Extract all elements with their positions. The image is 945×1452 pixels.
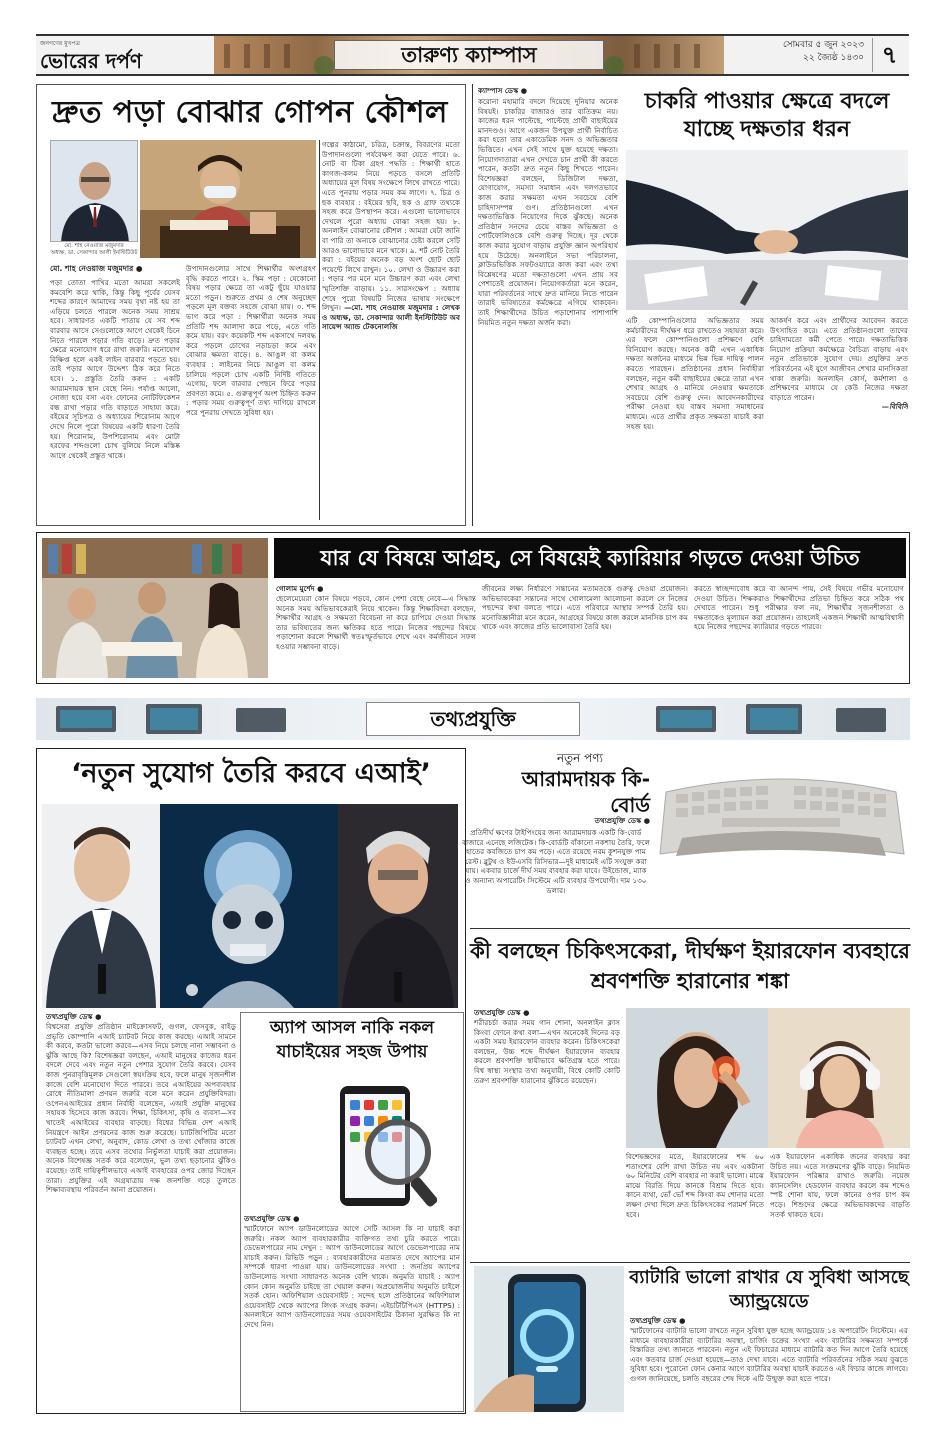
article-earphone-col-1: শরীরচর্চা করার সময় গান শোনা, অনলাইন ক্লাস কিংবা ফোনে কথা বলা—এখন অনেকেই দিনের বড় একটা সময় ইয়ারফোন ব্যবহার করেন। চিকিৎসকেরা বলছেন, উচ্চ শব্দে দীর্ঘক্ষণ ইয়ারফোন ব্যবহার করলে শ্রবণশক্তি স্থায়ীভাবে ক্ষতিগ্রস্ত হতে পারে। বিশ্ব স্বাস্থ্য সংস্থার তথ্য অনুযায়ী, বিশ্বে কোটি কোটি তরুণ শ্রবণশক্তি হারানোর ঝুঁকিতে রয়েছেন। <box>474 1018 620 1085</box>
article-career-interest-title[interactable]: যার যে বিষয়ে আগ্রহ, সে বিষয়েই ক্যারিয়ার গড়তে দেওয়া উচিত <box>320 546 860 570</box>
article-earphone-col-2: বিশেষজ্ঞদের মতে, ইয়ারফোনের শব্দ ৬০ শতাংশের বেশি রাখা উচিত নয় এবং একটানা ৬০ মিনিটের বেশি ব্যবহার না করাই ভালো। মাঝে মাঝে বিরতি দিয়ে কানকে বিশ্রাম দিতে হবে। কানে ব্যথা, ভোঁ ভোঁ শব্দ কিংবা কম শোনার মতো লক্ষণ দেখা দিলে দ্রুত চিকিৎসকের পরামর্শ নিতে হবে। <box>626 1152 764 1219</box>
section-rule <box>470 1262 910 1263</box>
article-earphone-col-3: এক ইয়ারফোন একাধিক জনের ব্যবহার করা উচিত নয়। এতে সংক্রমণের ঝুঁকি বাড়ে। নিয়মিত ইয়ারফোন পরিষ্কার রাখাও জরুরি। নয়েজ ক্যানসেলিং হেডফোন ব্যবহার করলে কম শব্দেও স্পষ্ট শোনা যায়, ফলে কানের ওপর চাপ কম পড়ে। শিশুদের ক্ষেত্রে অভিভাবকদের বাড়তি সতর্ক থাকতে হবে। <box>770 1152 910 1219</box>
date-line-2: ২২ জ্যৈষ্ঠ ১৪৩০ <box>803 53 864 63</box>
column-rule <box>319 140 320 520</box>
ai-collage-photo <box>42 804 458 1008</box>
date-line-1: সোমবার ৫ জুন ২০২৩ <box>782 40 864 50</box>
masthead-building-photo <box>214 36 724 74</box>
article-fake-app-title[interactable]: অ্যাপ আসল নাকি নকল যাচাইয়ের সহজ উপায় <box>269 1018 435 1062</box>
android-phone-photo <box>474 1266 624 1412</box>
article-keyboard-body: প্রতিদীর্ঘ ক্ষণের টাইপিংয়ের জন্য আরামদায়ক একটি কি-বোর্ড বাজারে এনেছে লজিটেক। কি-বোর্ডটি বাঁকানো নকশায় তৈরি, ফলে হাতের কবজিতে চাপ কম পড়ে। এতে রয়েছে নরম কুশনযুক্ত পাম রেস্ট। ব্লুটুথ ও ইউএসবি রিসিভার—দুই মাধ্যমেই এটি সংযুক্ত করা যায়। একবার চার্জে দীর্ঘ সময় ব্যবহার করা যাবে। উইন্ডোজ, ম্যাক ও অন্যান্য অপারেটিং সিস্টেমে এটি ব্যবহার উপযোগী। দাম ১৩০ ডলার। <box>462 828 650 895</box>
article-speed-reading-title[interactable]: দ্রুত পড়া বোঝার গোপন কৌশল <box>52 95 448 130</box>
section-rule <box>470 928 910 929</box>
article-earphone-kicker: তথ্যপ্রযুক্তি ডেস্ক ● <box>474 1008 530 1017</box>
article-ai-title[interactable]: ‘নতুন সুযোগ তৈরি করবে এআই’ <box>71 758 431 789</box>
article-fake-app-body: স্মার্টফোনে অ্যাপ ডাউনলোডের আগে সেটি আসল কি না যাচাই করা জরুরি। নকল অ্যাপ ব্যবহারকারীর ব্যক্তিগত তথ্য চুরি করতে পারে। ডেভেলপারের নাম দেখুন : অ্যাপ ডাউনলোডের আগে ডেভেলপারের নাম যাচাই করুন। রিভিউ পড়ুন : ব্যবহারকারীদের মতামত দেখে অ্যাপের মান সম্পর্কে ধারণা পাওয়া যায়। ডাউনলোডের সংখ্যা : জনপ্রিয় অ্যাপের ডাউনলোড সংখ্যা সাধারণত অনেক বেশি থাকে। অনুমতি যাচাই : অ্যাপ কোন কোন অনুমতি চাইছে তা খেয়াল করুন। অপ্রয়োজনীয় অনুমতি চাইলে সতর্ক হোন। অফিশিয়াল ওয়েবসাইট : সন্দেহ হলে প্রতিষ্ঠানের অফিশিয়াল ওয়েবসাইট থেকে অ্যাপের লিংক সংগ্রহ করুন। এইচটিটিপিএস (HTTPS) : অনলাইনে অ্যাপ ডাউনলোডের সময় ওয়েবসাইটের ঠিকানা সুরক্ষিত কি না দেখে নিন। <box>244 1224 460 1329</box>
article-career-interest-col-1: ছেলেমেয়েরা কোন বিষয়ে পড়বে, কোন পেশা বেছে নেবে—এ সিদ্ধান্ত অনেক সময় অভিভাবকেরাই নিয়ে থাকেন। কিন্তু শিক্ষাবিদরা বলছেন, শিক্ষার্থীর আগ্রহ ও সক্ষমতা বিবেচনা না করে চাপিয়ে দেওয়া সিদ্ধান্ত তার ভবিষ্যতের জন্য ক্ষতিকর হতে পারে। নিজের পছন্দের বিষয়ে পড়াশোনা করলে শিক্ষার্থী স্বতঃস্ফূর্তভাবে শেখে এবং কর্মজীবনে সফল হওয়ার সম্ভাবনা বাড়ে। <box>276 594 476 651</box>
article-job-skills-title[interactable]: চাকরি পাওয়ার ক্ষেত্রে বদলে যাচ্ছে দক্ষতার ধরন <box>644 89 890 142</box>
article-career-interest-col-3: করতে স্বাচ্ছন্দ্যবোধ করে বা আনন্দ পায়, সেই বিষয়ে গভীর মনোযোগ দেওয়া উচিত। শিক্ষকরাও শিক্ষার্থীদের প্রতিভা চিহ্নিত করে সঠিক পথ দেখাতে পারেন। শুধু পরীক্ষার ফল নয়, শিক্ষার্থীর সৃজনশীলতা ও দক্ষতাকেও মূল্যায়ন করা প্রয়োজন। তাহলেই একজন শিক্ষার্থী আত্মবিশ্বাসী হয়ে নিজের পছন্দের ক্যারিয়ার গড়তে পারবে। <box>694 584 904 632</box>
masthead <box>36 34 909 76</box>
tech-section-title: তথ্যপ্রযুক্তি <box>430 707 516 731</box>
article-job-skills-col-3: আকর্ষণ করে এবং প্রার্থীদের আবেদন করতে উৎসাহিত করে। এতে প্রতিষ্ঠানগুলো তাদের চাহিদামতো কর্মী পেতে পারে। দক্ষতাভিত্তিক নিয়োগ প্রক্রিয়া কর্মক্ষেত্রে বৈচিত্র্য বাড়ায় এবং নতুন প্রতিভাকে সুযোগ দেয়। প্রযুক্তির দ্রুত পরিবর্তনের এই যুগে আজীবন শেখার মানসিকতা থাকা জরুরি। অনলাইন কোর্স, কর্মশালা ও প্রশিক্ষণের মাধ্যমে যে কেউ নিজের দক্ষতা বাড়াতে পারেন। —বিবিসি <box>770 316 908 412</box>
phone-magnifier-photo <box>300 1080 460 1210</box>
date-block <box>734 39 864 73</box>
handshake-photo <box>626 150 908 310</box>
article-keyboard-sub: তথ্যপ্রযুক্তি ডেস্ক ● <box>594 816 650 825</box>
article-ai-kicker: তথ্যপ্রযুক্তি ডেস্ক ● <box>46 1012 102 1021</box>
article-job-skills-col-1: করোনা মহামারি বদলে দিয়েছে দুনিয়ার অনেক বিষয়ই। চাকরির বাজারও তার ব্যতিক্রম নয়। কাজের ধরন পাল্টেছে, পাল্টেছে প্রার্থী বাছাইয়ের মানদণ্ডও। আগে একজন উপযুক্ত প্রার্থী নির্বাচিত করা হতো তার একাডেমিক সনদ ও অভিজ্ঞতার ভিত্তিতে। এখন সেই সাথে যুক্ত হয়েছে দক্ষতা। নিয়োগদাতারা এখন দেখতে চান প্রার্থী কী করতে পারেন, কতটা দ্রুত নতুন কিছু শিখতে পারেন। বিশেষজ্ঞরা বলছেন, ডিজিটাল দক্ষতা, যোগাযোগ, সমস্যা সমাধান এবং দলগতভাবে কাজ করার সক্ষমতা এখন সবচেয়ে বেশি চাহিদাসম্পন্ন গুণ। প্রতিষ্ঠানগুলো এখন দক্ষতাভিত্তিক নিয়োগের দিকে ঝুঁকছে। অনেক প্রতিষ্ঠান সনদের চেয়ে বাস্তব অভিজ্ঞতা ও পোর্টফোলিওকে বেশি গুরুত্ব দিচ্ছে। দূর থেকে কাজ করার সুযোগ বাড়ায় প্রযুক্তি জ্ঞান অপরিহার্য হয়ে উঠেছে। অনলাইনে সভা পরিচালনা, ক্লাউডভিত্তিক সফটওয়্যারে কাজ করা এবং তথ্য বিশ্লেষণের মতো দক্ষতাগুলো এখন প্রায় সব পেশাতেই প্রয়োজন। নিয়োগকর্তারা মনে করেন, যারা পরিবর্তনের সাথে দ্রুত মানিয়ে নিতে পারেন তারাই ভবিষ্যতের কর্মক্ষেত্রে এগিয়ে থাকবেন। তাই শিক্ষার্থীদের উচিত পড়াশোনার পাশাপাশি নিয়মিত নতুন দক্ষতা অর্জন করা। <box>478 97 618 327</box>
tech-section-banner <box>36 698 910 740</box>
author-portrait <box>50 140 138 242</box>
article-fake-app-kicker: তথ্যপ্রযুক্তি ডেস্ক ● <box>244 1214 300 1223</box>
brand-tagline: জনগণের মুখপত্র <box>40 40 80 47</box>
page-number: ৭ <box>872 38 906 72</box>
article-job-skills-col-2: এটি কোম্পানিগুলোর অভিজ্ঞতার সময় কর্মচারীদের দীর্ঘক্ষণ ধরে রাখতেও সহায়তা করে। এর ফলে কোম্পানিগুলো প্রশিক্ষণে বেশি বিনিয়োগ করছে। অনেক কর্মী এখন একাধিক দক্ষতা অর্জনের মাধ্যমে ভিন্ন ভিন্ন দায়িত্ব পালন করতে পারছেন। প্রতিষ্ঠানের প্রধান নির্বাহীরা বলছেন, নতুন কর্মী বাছাইয়ের ক্ষেত্রে তারা এখন শেখার আগ্রহ ও মানিয়ে নেওয়ার ক্ষমতাকে সবচেয়ে বেশি গুরুত্ব দেন। আবেদনকারীদের পরীক্ষা নেওয়া হয় বাস্তব সমস্যা সমাধানের মাধ্যমে। এতে প্রার্থীর প্রকৃত সক্ষমতা যাচাই করা সহজ হয়। <box>626 316 764 431</box>
keyboard-photo <box>652 752 910 874</box>
article-keyboard-title[interactable]: আরামদায়ক কি-বোর্ড <box>521 767 650 817</box>
article-speed-reading-col-2: উপাদানগুলোর সাথে শিক্ষার্থীর অংশগ্রহণ বৃদ্ধি করতে পারে। ২. স্কিম পড়া : যেকোনো বিষয় পড়ার ক্ষেত্রে তা একটু ছুঁয়ে যাওয়ার মতো পড়ুন। শুরুতে প্রথম ও শেষ অনুচ্ছেদ পড়লে মূল বক্তব্য সহজে বোঝা যায়। ৩. শব্দ ভাগ করে পড়া : শিক্ষার্থীরা অনেক সময় প্রতিটি শব্দ আলাদা করে পড়ে, এতে গতি কমে যায়। বরং কয়েকটি শব্দ একসাথে দলবদ্ধ করে পড়লে চোখের নড়াচড়া কমে এবং বোঝার ক্ষমতা বাড়ে। ৪. আঙুল বা কলম ব্যবহার : লাইনের নিচে আঙুল বা কলম চালিয়ে পড়লে চোখ একটি নির্দিষ্ট গতিতে এগোয়, ফলে বারবার পেছনে ফিরে পড়ার প্রবণতা কমে। ৫. গুরুত্বপূর্ণ অংশ চিহ্নিত করুন : পড়ার সময় গুরুত্বপূর্ণ তথ্য দাগিয়ে রাখলে পরে পুনরায় দেখতে সুবিধা হয়। <box>186 264 316 417</box>
article-android-battery-kicker: তথ্যপ্রযুক্তি ডেস্ক ● <box>630 1316 686 1325</box>
article-earphone-title[interactable]: কী বলছেন চিকিৎসকেরা, দীর্ঘক্ষণ ইয়ারফোন ব্যবহারে শ্রবণশক্তি হারানোর শঙ্কা <box>470 939 910 993</box>
article-job-skills-kicker: ক্যাম্পাস ডেস্ক ● <box>478 86 528 95</box>
article-android-battery-title[interactable]: ব্যাটারি ভালো রাখার যে সুবিধা আসছে অ্যান্ড্রয়েডে <box>629 1267 909 1312</box>
students-photo <box>42 538 268 678</box>
article-ai-body: বিশ্বসেরা প্রযুক্তি প্রতিষ্ঠান মাইক্রোসফট, গুগল, ফেসবুক, বাইডু প্রভৃতি কোম্পানি এআই চ্যাটবট নিয়ে কাজ করছে। এআই সামনে কী করবে, কতটা ভালো করবে—এসব নিয়ে চলছে নানা সম্ভাবনা ও ঝুঁকি আছে কি? বিশেষজ্ঞরা বলছেন, এআই মানুষের কাজের ধরন বদলে দেবে এবং নতুন নতুন পেশার সুযোগ তৈরি করবে। যেসব কাজ পুনরাবৃত্তিমূলক সেগুলো স্বয়ংক্রিয় হবে, ফলে মানুষ সৃজনশীল কাজে বেশি মনোযোগ দিতে পারবে। তবে এআইয়ের অপব্যবহার রোধে নীতিমালা প্রণয়ন জরুরি বলে মনে করেন প্রযুক্তিবিদরা। ওপেনএআইয়ের প্রধান নির্বাহী বলেছেন, এআই প্রযুক্তি মানুষের সহায়ক হিসেবে কাজ করবে। শিক্ষা, চিকিৎসা, কৃষি ও ব্যবসা—সব খাতেই এআইয়ের ব্যবহার বাড়ছে। বিশ্বের বিভিন্ন দেশ এআই নিয়ন্ত্রণে আইন প্রণয়নের কাজ শুরু করেছে। চ্যাটজিপিটির মতো চ্যাটবট এখন লেখা, অনুবাদ, কোড লেখা ও তথ্য খোঁজার কাজে ব্যবহৃত হচ্ছে। তবে এসব তথ্যের নির্ভুলতা যাচাই করা প্রয়োজন। অনেক বিশেষজ্ঞ সতর্ক করে বলেছেন, ভুল তথ্য ছড়ানোর ঝুঁকিও রয়েছে। তাই দায়িত্বশীলভাবে এআই ব্যবহারের ওপর জোর দিচ্ছেন তারা। প্রযুক্তির এই অগ্রযাত্রায় দক্ষ জনশক্তি গড়ে তুলতে শিক্ষাব্যবস্থায় পরিবর্তন আনা প্রয়োজন। <box>46 1022 236 1195</box>
article-career-interest-kicker: গোলাম মুর্শেদ ● <box>276 584 324 593</box>
ear-pain-photo <box>626 1008 910 1148</box>
article-android-battery-body: স্মার্টফোনের ব্যাটারি ভালো রাখতে নতুন সুবিধা যুক্ত হচ্ছে অ্যান্ড্রয়েড ১৪ অপারেটিং সিস্টেমে। এর মাধ্যমে ব্যবহারকারীরা ব্যাটারির অবস্থা, চার্জিং চক্রের সংখ্যা এবং ব্যাটারির সক্ষমতা সম্পর্কে বিস্তারিত তথ্য জানতে পারবেন। নতুন এই ফিচারের মাধ্যমে ব্যাটারি কত দিন আগে তৈরি হয়েছে এবং কতবার চার্জ দেওয়া হয়েছে—তাও দেখা যাবে। এতে ব্যাটারি পরিবর্তনের সঠিক সময় বুঝতে সুবিধা হবে। পুরোনো ফোন কেনার আগে ব্যাটারির অবস্থা যাচাই করতেও এই ফিচার কাজে লাগবে। গুগল জানিয়েছে, চলতি বছরের শেষ দিকে এটি উন্মুক্ত করা হতে পারে। <box>630 1326 908 1383</box>
brand-logo[interactable]: ভোরের দর্পণ <box>40 49 142 73</box>
column-rule <box>472 84 473 526</box>
article-speed-reading-col-3: গল্পের কাঠামো, চরিত্র, চক্রান্ত, বিবরণের মতো উপাদানগুলো পর্যবেক্ষণ করা যেতে পারে। ৬. নোট বা টিকা গ্রহণ পদ্ধতি : শিক্ষার্থী হাতে কাগজ-কলম নিয়ে পড়তে বসলে প্রতিটি অধ্যায়ের মূল বিষয় সংক্ষেপে লিখে রাখতে পারে। এতে পুনরায় পড়ার সময় কম লাগে। ৭. চিত্র ও ছক ব্যবহার : বইয়ের ছবি, ছক ও গ্রাফ তথ্যকে সহজ করে উপস্থাপন করে। এগুলো ভালোভাবে দেখলে পুরো অধ্যায় বোঝা সহজ হয়। ৮. অনলাইন বোঝানোর কৌশল : আমরা যেটা জানি বা পারি তা অন্যকে বোঝানোর চেষ্টা করলে সেটি আরও ভালোভাবে মনে থাকে। ৯. শর্ট নোট তৈরি করা : বইয়ের অনেক বড় অংশ ছোট ছোট পয়েন্টে লিখে রাখুন। ১০. লেখা ও উচ্চারণ করা : পড়ার পর মনে মনে উচ্চারণ করা এবং লেখা স্মৃতিশক্তি বাড়ায়। ১১. সারসংক্ষেপ : অধ্যায় শেষে পুরো বিষয়টি নিজের ভাষায় সংক্ষেপে লিখুন। —মো. শাহ নেওয়াজ মজুমদার : লেখক ও অধ্যক্ষ, ডা. সেকান্দার আলী ইনস্টিটিউট অব সায়েন্স অ্যান্ড টেকনোলজি <box>322 140 460 332</box>
article-speed-reading-byline: মো. শাহ নেওয়াজ মজুমদার ● <box>50 264 143 273</box>
article-career-interest-col-2: জীবনের লক্ষ্য নির্ধারণে সন্তানের মতামতকে গুরুত্ব দেওয়া প্রয়োজন। অভিভাবকেরা সন্তানের সাথে খোলামেলা আলোচনা করলে সে নিজের পছন্দের কথা বলতে পারে। এতে পরিবারে আস্থার সম্পর্ক তৈরি হয়। মনোবিজ্ঞানীরা মনে করেন, আগ্রহের বিষয়ে কাজ করলে মানসিক চাপ কম থাকে এবং কাজের প্রতি ভালোবাসা তৈরি হয়। <box>482 584 688 632</box>
article-speed-reading-col-1: পড়া তোতা পাখির মতো আমরা সকলেই কমবেশি করে থাকি, কিন্তু কিছু পূর্বের যেসব শব্দের কারণে আমাদের সময় বৃথা নষ্ট হয় তা এড়িয়ে চলতে পারলে অনেক সময় সাশ্রয় হবে। সাধারণত একটি পাতায় যে সব শব্দ বারবার আসে সেগুলোকে আগে থেকেই চিনে নিতে পারলে পড়ার গতি বাড়ে। দ্রুত পড়ার ক্ষেত্রে মনোযোগ ধরে রাখা জরুরি। মনোযোগ বিক্ষিপ্ত হলে একই লাইন বারবার পড়তে হয়। তাই পড়ার আগে উদ্দেশ্য ঠিক করে নিতে হবে। ১. প্রস্তুতি তৈরি করুন : একটি আরামদায়ক স্থান বেছে নিন। পর্যাপ্ত আলো, সোজা হয়ে বসা এবং ফোনের নোটিফিকেশন বন্ধ রাখা পড়ার গতি বাড়াতে সাহায্য করে। বইয়ের সূচিপত্র ও অধ্যায়ের শিরোনাম আগে দেখে নিলে পুরো বিষয়ের একটি ধারণা তৈরি হয়। শিরোনাম, উপশিরোনাম এবং মোটা হরফের শব্দগুলো চোখ বুলিয়ে নিলে মস্তিষ্ক আগে থেকেই প্রস্তুত থাকে। <box>50 278 180 460</box>
brand-block <box>40 38 210 74</box>
section-title: তারুণ্য ক্যাম্পাস <box>401 43 537 67</box>
author-caption: মো. শাহ নেওয়াজ মজুমদার অধ্যক্ষ, ডা. সেকান্দার আলী ইনস্টিটিউট <box>50 243 138 256</box>
child-reading-photo <box>140 140 316 258</box>
article-keyboard-kicker: নতুন পণ্য <box>556 751 604 765</box>
